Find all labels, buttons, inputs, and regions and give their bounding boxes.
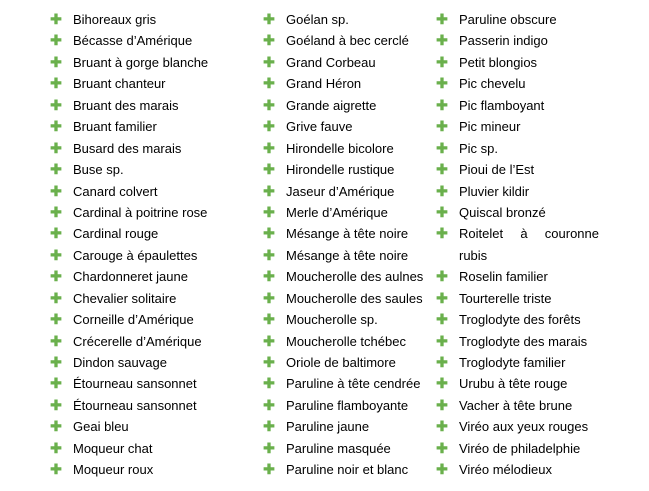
- bird-list-column-1: [48, 9, 248, 481]
- plus-bullet-icon: ✚: [436, 354, 448, 371]
- bird-name: Oriole de baltimore: [286, 355, 396, 370]
- list-item: [48, 373, 248, 394]
- bird-name: Passerin indigo: [459, 33, 548, 49]
- plus-bullet-icon: ✚: [436, 332, 448, 349]
- plus-bullet-icon: ✚: [50, 461, 62, 478]
- list-item: [434, 331, 599, 352]
- plus-bullet-icon: ✚: [50, 375, 62, 392]
- plus-bullet-icon: ✚: [436, 289, 448, 306]
- plus-bullet-icon: ✚: [263, 75, 275, 92]
- list-item: [48, 288, 248, 309]
- bird-name: Moucherolle tchébec: [286, 333, 406, 349]
- list-item: [434, 395, 599, 416]
- plus-bullet-icon: ✚: [436, 396, 448, 413]
- list-item: [261, 288, 431, 309]
- plus-bullet-icon: ✚: [436, 118, 448, 135]
- plus-bullet-icon: ✚: [436, 375, 448, 392]
- plus-bullet-icon: ✚: [436, 268, 448, 285]
- bird-name: Paruline obscure: [459, 12, 557, 27]
- bird-name: Étourneau sansonnet: [73, 376, 197, 392]
- bird-name: Petit blongios: [459, 54, 538, 70]
- bird-name: Roselin familier: [459, 269, 548, 285]
- bird-name: Pic mineur: [459, 119, 521, 135]
- plus-bullet-icon: ✚: [50, 182, 62, 199]
- plus-bullet-icon: ✚: [50, 96, 62, 113]
- plus-bullet-icon: ✚: [263, 32, 275, 49]
- plus-bullet-icon: ✚: [50, 161, 62, 178]
- bird-name: Grive fauve: [286, 119, 353, 135]
- plus-bullet-icon: ✚: [50, 332, 62, 349]
- bird-name: Pic chevelu: [459, 76, 526, 92]
- plus-bullet-icon: ✚: [263, 396, 275, 413]
- list-item: [48, 202, 248, 223]
- plus-bullet-icon: ✚: [436, 139, 448, 156]
- list-item: [261, 181, 431, 202]
- bird-name: Bécasse d’Amérique: [73, 33, 193, 49]
- bird-name: Moqueur roux: [73, 462, 154, 478]
- bird-name: Crécerelle d’Amérique: [73, 333, 202, 349]
- list-item: [48, 159, 248, 180]
- list-item: [434, 288, 599, 309]
- bird-name: Mésange à tête noire: [286, 247, 409, 263]
- bird-name: Grand Corbeau: [286, 54, 376, 70]
- plus-bullet-icon: ✚: [436, 96, 448, 113]
- list-item: [261, 438, 431, 459]
- bird-name: Bruant chanteur: [73, 76, 166, 92]
- list-item: [434, 95, 599, 116]
- list-item: [434, 352, 599, 373]
- list-item: [261, 9, 431, 30]
- bird-name: Paruline masquée: [286, 440, 391, 456]
- list-item: [261, 416, 431, 437]
- bird-name: Hirondelle bicolore: [286, 140, 394, 156]
- list-item: [261, 331, 431, 352]
- list-item: [434, 159, 599, 180]
- bird-name: Viréo aux yeux rouges: [459, 419, 589, 435]
- bird-name: Cardinal à poitrine rose: [73, 204, 208, 220]
- plus-bullet-icon: ✚: [50, 11, 62, 27]
- bird-name: Viréo mélodieux: [459, 462, 552, 478]
- bird-name: Urubu à tête rouge: [459, 376, 568, 392]
- list-item: [261, 395, 431, 416]
- bird-name: Troglodyte des forêts: [459, 312, 581, 328]
- list-item: [261, 459, 431, 480]
- bird-name: Pic flamboyant: [459, 97, 545, 113]
- plus-bullet-icon: ✚: [50, 268, 62, 285]
- list-item: [48, 438, 248, 459]
- list-item: [434, 202, 599, 223]
- plus-bullet-icon: ✚: [263, 246, 275, 263]
- plus-bullet-icon: ✚: [50, 203, 62, 220]
- bird-name: Busard des marais: [73, 140, 182, 156]
- plus-bullet-icon: ✚: [436, 439, 448, 456]
- bird-name: Dindon sauvage: [73, 355, 167, 370]
- list-item: [48, 30, 248, 51]
- list-item: [434, 73, 599, 94]
- bird-name: Bruant familier: [73, 119, 157, 135]
- plus-bullet-icon: ✚: [436, 461, 448, 478]
- plus-bullet-icon: ✚: [263, 11, 275, 27]
- plus-bullet-icon: ✚: [436, 75, 448, 92]
- plus-bullet-icon: ✚: [263, 461, 275, 478]
- list-item: [48, 223, 248, 244]
- bird-name: Cardinal rouge: [73, 226, 159, 242]
- list-item: [434, 52, 599, 73]
- list-item: [434, 138, 599, 159]
- bird-name: Hirondelle rustique: [286, 162, 395, 178]
- list-item: [261, 73, 431, 94]
- plus-bullet-icon: ✚: [50, 75, 62, 92]
- list-item: [261, 223, 431, 244]
- plus-bullet-icon: ✚: [263, 96, 275, 113]
- list-item: [48, 73, 248, 94]
- plus-bullet-icon: ✚: [50, 53, 62, 70]
- plus-bullet-icon: ✚: [436, 53, 448, 70]
- bird-name: Canard colvert: [73, 183, 158, 199]
- plus-bullet-icon: ✚: [263, 289, 275, 306]
- list-item: [48, 245, 248, 266]
- bird-name: Vacher à tête brune: [459, 397, 573, 413]
- plus-bullet-icon: ✚: [436, 11, 448, 27]
- plus-bullet-icon: ✚: [50, 396, 62, 413]
- bird-name: Grande aigrette: [286, 97, 377, 113]
- list-item: [261, 116, 431, 137]
- bird-name: Quiscal bronzé: [459, 204, 546, 220]
- bird-name: Goélan sp.: [286, 12, 349, 27]
- list-item: [434, 181, 599, 202]
- list-item: [48, 266, 248, 287]
- bird-name: Paruline jaune: [286, 419, 370, 435]
- plus-bullet-icon: ✚: [50, 118, 62, 135]
- list-item: [48, 395, 248, 416]
- plus-bullet-icon: ✚: [263, 439, 275, 456]
- plus-bullet-icon: ✚: [436, 311, 448, 328]
- plus-bullet-icon: ✚: [436, 225, 448, 242]
- plus-bullet-icon: ✚: [263, 139, 275, 156]
- plus-bullet-icon: ✚: [50, 418, 62, 435]
- bird-name: Goéland à bec cerclé: [286, 33, 409, 49]
- list-item: [261, 30, 431, 51]
- list-item: [48, 9, 248, 30]
- plus-bullet-icon: ✚: [263, 203, 275, 220]
- list-item: [261, 266, 431, 287]
- list-item: [48, 459, 248, 480]
- bird-name: Corneille d’Amérique: [73, 312, 194, 328]
- list-item: [434, 223, 599, 266]
- bird-name: Bihoreaux gris: [73, 12, 157, 27]
- plus-bullet-icon: ✚: [263, 182, 275, 199]
- plus-bullet-icon: ✚: [436, 182, 448, 199]
- bird-name: Paruline flamboyante: [286, 397, 409, 413]
- list-item: [261, 52, 431, 73]
- bird-name: Troglodyte familier: [459, 355, 566, 371]
- list-item: [48, 309, 248, 330]
- plus-bullet-icon: ✚: [436, 203, 448, 220]
- list-item: [48, 416, 248, 437]
- plus-bullet-icon: ✚: [436, 418, 448, 435]
- bird-name: Chevalier solitaire: [73, 290, 177, 306]
- list-item: [261, 245, 431, 266]
- list-item: [48, 116, 248, 137]
- list-item: [434, 459, 599, 480]
- plus-bullet-icon: ✚: [50, 439, 62, 456]
- list-item: [261, 202, 431, 223]
- list-item: [261, 95, 431, 116]
- list-item: [434, 30, 599, 51]
- bird-name: Pluvier kildir: [459, 183, 530, 199]
- bird-name: Moucherolle sp.: [286, 312, 378, 328]
- bird-name: Moucherolle des saules: [286, 290, 423, 306]
- list-item: [48, 95, 248, 116]
- bird-name: Moqueur chat: [73, 440, 153, 456]
- plus-bullet-icon: ✚: [263, 225, 275, 242]
- bird-name: Chardonneret jaune: [73, 269, 188, 285]
- list-item: [48, 138, 248, 159]
- list-item: [261, 138, 431, 159]
- bird-name: Mésange à tête noire: [286, 226, 409, 242]
- bird-name: Grand Héron: [286, 76, 362, 92]
- plus-bullet-icon: ✚: [50, 225, 62, 242]
- plus-bullet-icon: ✚: [50, 246, 62, 263]
- plus-bullet-icon: ✚: [50, 32, 62, 49]
- list-item: [434, 266, 599, 287]
- list-item: [48, 331, 248, 352]
- bird-name: Troglodyte des marais: [459, 333, 588, 349]
- list-item: [434, 116, 599, 137]
- list-item: [434, 438, 599, 459]
- bird-list-column-2: [261, 9, 431, 481]
- plus-bullet-icon: ✚: [263, 332, 275, 349]
- list-item: [261, 159, 431, 180]
- plus-bullet-icon: ✚: [263, 268, 275, 285]
- plus-bullet-icon: ✚: [263, 118, 275, 135]
- plus-bullet-icon: ✚: [50, 354, 62, 370]
- bird-name: Roitelet à couronne rubis: [459, 226, 599, 263]
- bird-name: Paruline noir et blanc: [286, 462, 409, 478]
- bird-name: Étourneau sansonnet: [73, 397, 197, 413]
- list-item: [261, 352, 431, 373]
- bird-name: Bruant à gorge blanche: [73, 54, 209, 70]
- list-item: [434, 9, 599, 30]
- bird-name: Carouge à épaulettes: [73, 247, 198, 263]
- list-item: [261, 309, 431, 330]
- bird-name: Buse sp.: [73, 162, 124, 178]
- list-item: [48, 181, 248, 202]
- plus-bullet-icon: ✚: [263, 311, 275, 328]
- bird-name: Moucherolle des aulnes: [286, 269, 424, 285]
- plus-bullet-icon: ✚: [263, 161, 275, 178]
- list-item: [48, 352, 248, 373]
- plus-bullet-icon: ✚: [50, 311, 62, 328]
- plus-bullet-icon: ✚: [263, 354, 275, 370]
- plus-bullet-icon: ✚: [436, 32, 448, 49]
- bird-name: Pioui de l’Est: [459, 162, 535, 178]
- list-item: [48, 52, 248, 73]
- plus-bullet-icon: ✚: [50, 289, 62, 306]
- plus-bullet-icon: ✚: [436, 161, 448, 178]
- list-item: [434, 309, 599, 330]
- bird-name: Paruline à tête cendrée: [286, 376, 421, 392]
- bird-list-column-3: [434, 9, 599, 481]
- bird-name: Viréo de philadelphie: [459, 440, 581, 456]
- bird-name: Jaseur d’Amérique: [286, 183, 395, 199]
- bird-name: Merle d’Amérique: [286, 204, 388, 220]
- plus-bullet-icon: ✚: [263, 53, 275, 70]
- bird-name: Pic sp.: [459, 140, 499, 156]
- bird-name: Bruant des marais: [73, 97, 179, 113]
- plus-bullet-icon: ✚: [263, 375, 275, 392]
- plus-bullet-icon: ✚: [263, 418, 275, 435]
- list-item: [434, 416, 599, 437]
- list-item: [261, 373, 431, 394]
- list-item: [434, 373, 599, 394]
- bird-name: Tourterelle triste: [459, 290, 552, 306]
- bird-name: Geai bleu: [73, 419, 129, 435]
- plus-bullet-icon: ✚: [50, 139, 62, 156]
